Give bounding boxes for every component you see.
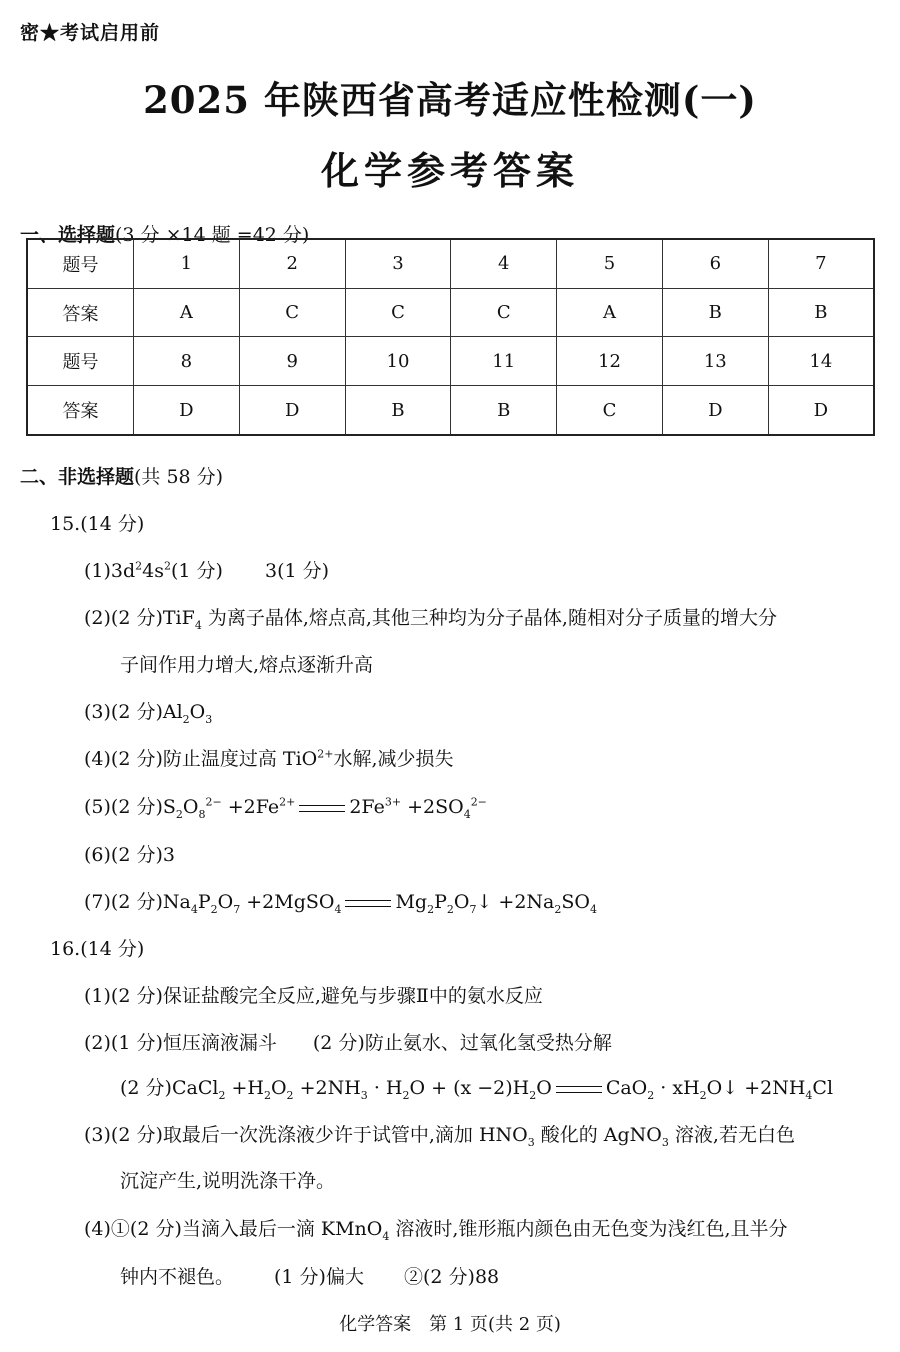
answer-cell: D [134, 386, 240, 435]
answer-cell: A [134, 288, 240, 337]
section1-heading: 一、选择题(3 分 ×14 题 =42 分) [20, 224, 310, 246]
answer-cell: A [557, 288, 663, 337]
answer-cell: B [768, 288, 874, 337]
question-number: 12 [557, 337, 663, 386]
q16-part3: (3)(2 分)取最后一次洗涤液少许于试管中,滴加 $HNO_3$ 酸化的 AgNO$_3$ 溶液,若无白色 [84, 1124, 795, 1149]
table-row [27, 288, 874, 337]
question-number: 6 [662, 239, 768, 288]
q16-part2: (2)(1 分)恒压滴液漏斗 (2 分)防止氨水、过氧化氢受热分解 [84, 1032, 612, 1054]
page-footer: 化学答案 第 1 页(共 2 页) [339, 1314, 561, 1335]
answer-table [26, 238, 875, 436]
table-row [27, 239, 874, 288]
answer-cell: C [345, 288, 451, 337]
equals-sign [345, 900, 391, 907]
q15-part3: (3)(2 分)$Al_2O_3$ [84, 701, 213, 726]
question-number: 10 [345, 337, 451, 386]
q15-part2-cont: 子间作用力增大,熔点逐渐升高 [120, 654, 374, 676]
answer-cell: C [451, 288, 557, 337]
question-number: 7 [768, 239, 874, 288]
equals-sign [556, 1086, 602, 1093]
question-number: 5 [557, 239, 663, 288]
answer-cell: B [345, 386, 451, 435]
question-number: 1 [134, 239, 240, 288]
table-row [27, 386, 874, 435]
row-label: 题号 [27, 239, 134, 288]
question-number: 13 [662, 337, 768, 386]
question-number: 11 [451, 337, 557, 386]
question-number: 9 [239, 337, 345, 386]
q15-part6: (6)(2 分)3 [84, 844, 175, 866]
question-number: 3 [345, 239, 451, 288]
question-number: 14 [768, 337, 874, 386]
q16-part4: (4)①(2 分)当滴入最后一滴 KMnO$_4$ 溶液时,锥形瓶内颜色由无色变为浅红色,且半分 [84, 1218, 788, 1243]
q15-heading: 15.(14 分) [50, 513, 145, 535]
answer-cell: B [451, 386, 557, 435]
q15-part7: (7)(2 分)$Na_4P_2O_7$ +2MgSO$_4$ $Mg_2P_2O_7↓ +2Na_2SO_4$ [84, 891, 597, 916]
q16-part1: (1)(2 分)保证盐酸完全反应,避免与步骤Ⅱ中的氨水反应 [84, 985, 543, 1007]
answer-cell: D [662, 386, 768, 435]
table-row [27, 337, 874, 386]
q15-part4: (4)(2 分)防止温度过高 TiO$^{2+}$水解,减少损失 [84, 747, 454, 770]
q15-part5: (5)(2 分)$S_2O_8^{2-} +2Fe^{2+}$ $2Fe^{3+} +2SO_4^{2-}$ [84, 795, 487, 821]
document-title: 2025 年陕西省高考适应性检测(一) [143, 78, 757, 122]
row-label: 题号 [27, 337, 134, 386]
q16-part3-cont: 沉淀产生,说明洗涤干净。 [120, 1170, 336, 1192]
row-label: 答案 [27, 386, 134, 435]
question-number: 2 [239, 239, 345, 288]
answer-cell: C [557, 386, 663, 435]
answer-cell: B [662, 288, 768, 337]
q16-heading: 16.(14 分) [50, 938, 145, 960]
answer-cell: D [768, 386, 874, 435]
q16-part2-equation: (2 分)CaCl$_2$ $+H_2O_2 +2NH_3 \cdot H_2O + (x -2)H_2O$ $CaO_2 \cdot xH_2O↓ +2NH_4Cl$ [120, 1077, 834, 1102]
answer-cell: C [239, 288, 345, 337]
confidential-label: 密★考试启用前 [20, 22, 161, 44]
question-number: 8 [134, 337, 240, 386]
question-number: 4 [451, 239, 557, 288]
q16-part4-cont: 钟内不褪色。 (1 分)偏大 ②(2 分)88 [120, 1266, 500, 1288]
equals-sign [299, 805, 345, 812]
q15-part1: $(1)3d^24s^2(1$ 分) 3(1 分) [84, 559, 330, 582]
document-subtitle: 化学参考答案 [320, 148, 579, 193]
q15-part2: (2)(2 分)TiF$_4$ 为离子晶体,熔点高,其他三种均为分子晶体,随相对分子质量的增大分 [84, 607, 777, 632]
answer-cell: D [239, 386, 345, 435]
section2-heading: 二、非选择题(共 58 分) [20, 466, 224, 488]
row-label: 答案 [27, 288, 134, 337]
